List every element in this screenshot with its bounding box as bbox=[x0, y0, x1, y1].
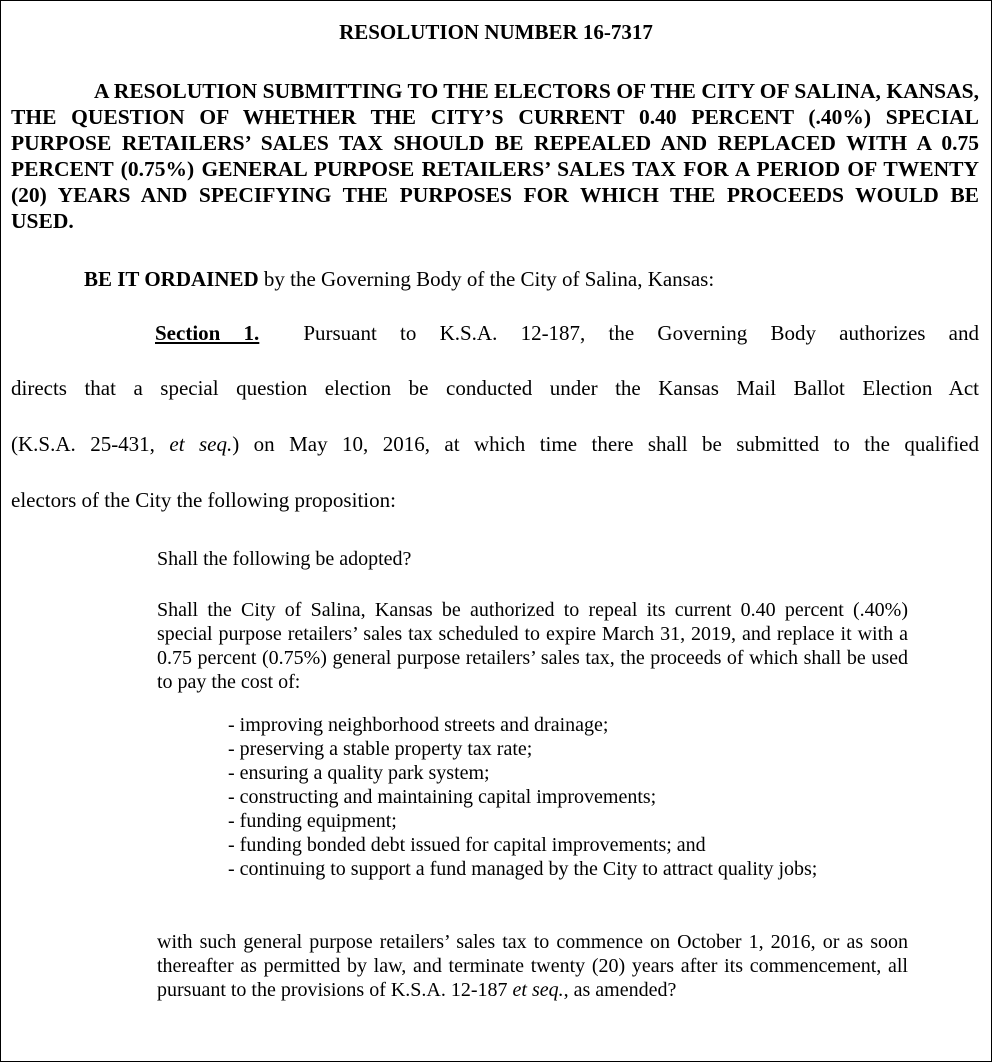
purpose-item: - improving neighborhood streets and drainage; bbox=[228, 714, 609, 736]
section-1-line-1 bbox=[11, 321, 979, 345]
ordained-clause bbox=[84, 267, 714, 291]
ballot-closing-main: with such general purpose retailers’ sales tax to commence on October 1, 2016, or as soon thereafter as permitted by law, and terminate twenty (20) years after its commencement, all pursuant to the provisions of K.S.A. 12-187 bbox=[157, 931, 908, 1001]
resolution-title: RESOLUTION NUMBER 16-7317 bbox=[339, 20, 653, 44]
section-1-et-seq: et seq. bbox=[169, 432, 233, 456]
section-1-line-2: directs that a special question election be conducted under the Kansas Mail Ballot Election Act bbox=[11, 376, 979, 400]
section-1-line-4: electors of the City the following proposition: bbox=[11, 488, 396, 512]
ballot-closing-text bbox=[157, 930, 908, 1002]
section-1-heading: Section 1. bbox=[155, 321, 260, 345]
section-1-text-1: Pursuant to K.S.A. 12-187, the Governing Body authorizes and bbox=[303, 321, 980, 345]
section-1-text-3b: ) on May 10, 2016, at which time there shall be submitted to the qualified bbox=[232, 432, 980, 456]
purpose-item: - ensuring a quality park system; bbox=[228, 762, 490, 784]
section-1-line-3 bbox=[11, 432, 979, 456]
ballot-question: Shall the following be adopted? bbox=[157, 548, 412, 570]
purpose-item: - constructing and maintaining capital improvements; bbox=[228, 786, 657, 808]
ordained-text: by the Governing Body of the City of Salina, Kansas: bbox=[258, 267, 715, 291]
ballot-closing-et-seq: et seq. bbox=[512, 979, 564, 1001]
purpose-item: - preserving a stable property tax rate; bbox=[228, 738, 533, 760]
purpose-item: - funding bonded debt issued for capital improvements; and bbox=[228, 834, 706, 856]
purposes-list bbox=[228, 713, 848, 881]
ballot-closing-end: , as amended? bbox=[563, 979, 677, 1001]
ballot-intro-text: Shall the City of Salina, Kansas be authorized to repeal its current 0.40 percent (.40%) special purpose retailers’ sales tax scheduled to expire March 31, 2019, and replace it with a 0.75 percent (0.75%) general purpose retailers’ sales tax, the proceeds of which shall be used to pay the cost of: bbox=[157, 599, 908, 693]
section-1-text-3a: (K.S.A. 25-431, bbox=[11, 432, 170, 456]
purpose-item: - continuing to support a fund managed by the City to attract quality jobs; bbox=[228, 858, 818, 880]
purpose-item: - funding equipment; bbox=[228, 810, 397, 832]
ballot-intro bbox=[157, 598, 908, 694]
ordained-bold: BE IT ORDAINED bbox=[84, 267, 259, 291]
resolution-heading: A RESOLUTION SUBMITTING TO THE ELECTORS OF THE CITY OF SALINA, KANSAS, THE QUESTION OF WHETHER THE CITY’S CURRENT 0.40 PERCENT (.40%) SPECIAL PURPOSE RETAILERS’ SALES TAX SHOULD BE REPEALED AND REPLACED WITH A 0.75 PERCENT (0.75%) GENERAL PURPOSE RETAILERS’ SALES TAX FOR A PERIOD OF TWENTY (20) YEARS AND SPECIFYING THE PURPOSES FOR WHICH THE PROCEEDS WOULD BE USED. bbox=[11, 79, 979, 233]
ballot-closing bbox=[157, 930, 908, 1002]
